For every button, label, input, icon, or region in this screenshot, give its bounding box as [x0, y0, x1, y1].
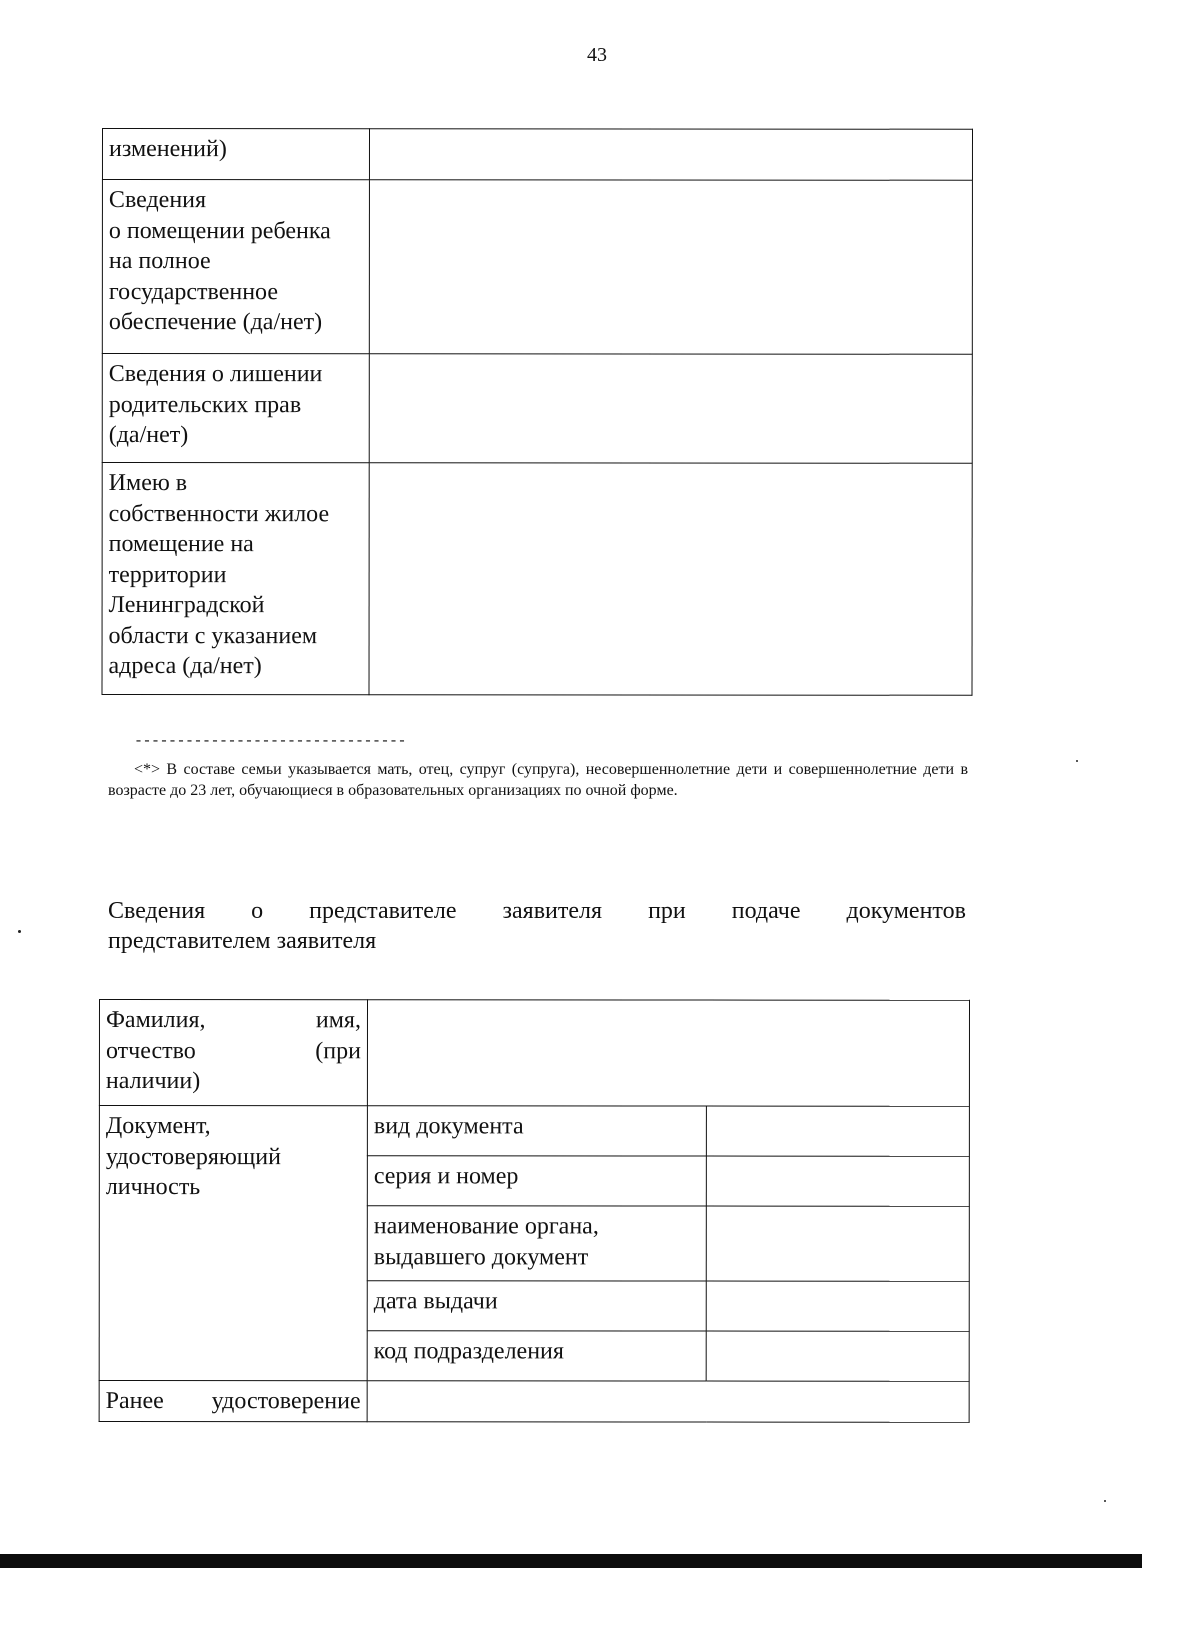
doc-field-label-issue-date: дата выдачи	[367, 1281, 706, 1331]
scan-speck	[1076, 760, 1078, 762]
label-line: Имею в	[108, 470, 188, 497]
label-line: собственности жилое	[108, 500, 330, 527]
heading-word: заявителя	[502, 898, 603, 924]
label-word: имя,	[315, 1007, 361, 1034]
heading-word: представителе	[309, 898, 457, 924]
label-line: территории	[108, 561, 227, 588]
label-line: помещение на	[108, 531, 254, 558]
doc-series-number-field[interactable]	[706, 1156, 969, 1206]
label-line: личность	[105, 1174, 201, 1201]
row-value-state-care[interactable]	[369, 180, 972, 355]
label-line: наличии)	[105, 1068, 201, 1095]
footnote-separator: --------------------------------	[134, 733, 407, 750]
table-row	[102, 463, 972, 696]
heading-line	[108, 896, 966, 926]
label-line: выдавшего документ	[373, 1243, 589, 1270]
heading-word: при	[648, 898, 686, 924]
heading-word: Сведения	[108, 898, 206, 924]
table-row	[102, 129, 972, 181]
row-value-changes[interactable]	[369, 129, 972, 181]
label-line: наименование органа,	[373, 1213, 599, 1240]
label-line: удостоверяющий	[105, 1143, 281, 1170]
row-label-state-care	[102, 180, 369, 354]
representative-table	[99, 999, 970, 1422]
label-line	[106, 1005, 361, 1036]
label-word: отчество	[105, 1037, 196, 1064]
section-heading	[108, 896, 966, 956]
label-line: Документ,	[105, 1113, 211, 1140]
heading-word: подаче	[731, 898, 801, 924]
footnote-text: <*> В составе семьи указывается мать, отец, супруг (супруга), несовершеннолетние дети и совершеннолетние дети в возрасте до 23 лет, обучающиеся в образовательных организациях по очной форме.	[108, 761, 968, 799]
label-word: Фамилия,	[105, 1007, 206, 1034]
label-line	[106, 1386, 361, 1417]
doc-field-label-issuer	[367, 1206, 706, 1281]
label-line: Сведения о лишении	[108, 361, 323, 388]
scan-edge-bar	[0, 1554, 1142, 1568]
doc-division-code-field[interactable]	[706, 1331, 969, 1381]
row-label-identity-document	[99, 1106, 367, 1381]
row-label-property	[102, 463, 369, 695]
doc-issue-date-field[interactable]	[706, 1281, 969, 1331]
row-label-parental-rights	[102, 354, 369, 463]
label-line: на полное	[108, 248, 211, 275]
label-word: (при	[315, 1037, 361, 1064]
full-name-field[interactable]	[367, 1000, 969, 1107]
table-row	[102, 354, 972, 464]
label-word: Ранее	[105, 1388, 164, 1415]
label-line: обеспечение (да/нет)	[108, 309, 323, 336]
doc-field-label-series-number: серия и номер	[367, 1156, 706, 1206]
page-number: 43	[587, 44, 607, 66]
doc-field-label-division-code: код подразделения	[367, 1331, 706, 1381]
row-value-property[interactable]	[369, 463, 972, 696]
label-word: удостоверение	[211, 1388, 361, 1415]
doc-field-label-type: вид документа	[367, 1106, 706, 1156]
table-row	[99, 1106, 969, 1157]
family-info-table	[102, 128, 973, 696]
table-row	[99, 1000, 969, 1107]
label-line	[106, 1036, 361, 1067]
doc-type-field[interactable]	[706, 1106, 969, 1156]
label-line: области с указанием	[108, 622, 318, 649]
label-line: Ленинградской	[108, 592, 265, 619]
heading-word: документов	[846, 898, 966, 924]
heading-line: представителем заявителя	[108, 928, 377, 954]
row-value-parental-rights[interactable]	[369, 354, 972, 464]
row-label-full-name	[99, 1000, 367, 1106]
label-line: государственное	[108, 278, 279, 305]
table-row	[99, 1381, 969, 1422]
row-label-changes: изменений)	[102, 129, 369, 180]
label-line: Сведения	[108, 187, 207, 214]
scan-speck	[1104, 1500, 1106, 1502]
row-label-previous	[99, 1381, 367, 1422]
previous-field[interactable]	[367, 1381, 969, 1422]
heading-word: о	[251, 898, 264, 924]
label-line: адреса (да/нет)	[108, 653, 262, 680]
label-line: о помещении ребенка	[108, 217, 331, 244]
doc-issuer-field[interactable]	[706, 1206, 969, 1281]
label-line: родительских прав	[108, 391, 302, 418]
label-line: (да/нет)	[108, 422, 189, 449]
scan-speck	[18, 930, 21, 933]
table-row	[102, 180, 972, 355]
